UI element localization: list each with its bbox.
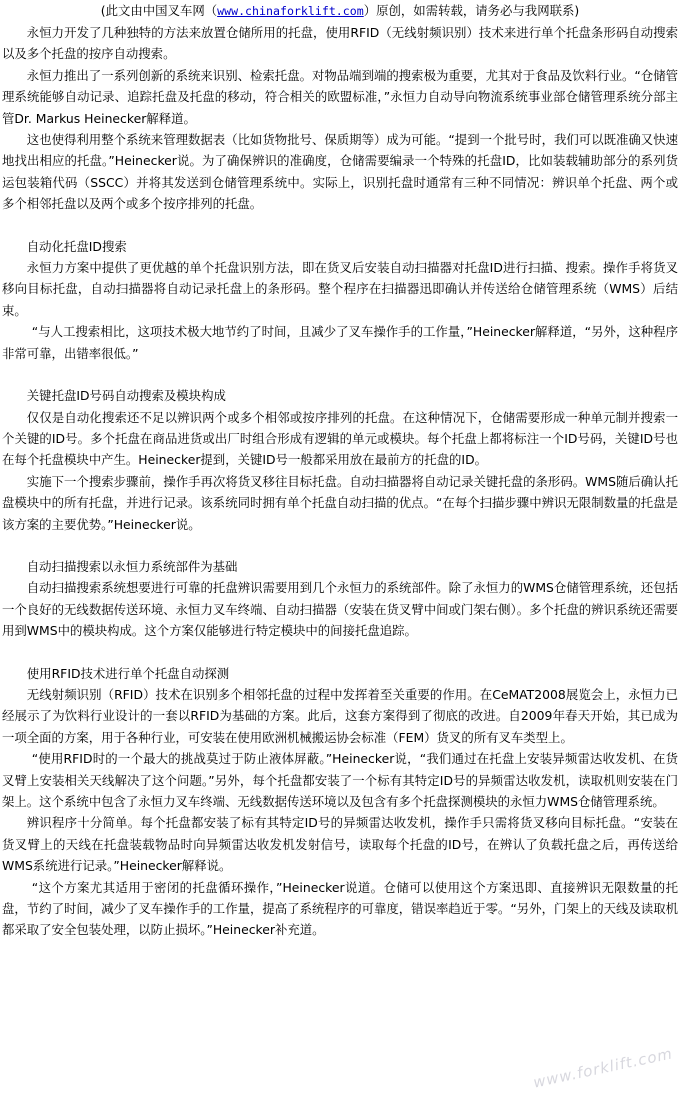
intro-paragraph-3: 这也使得利用整个系统来管理数据表（比如货物批号、保质期等）成为可能。“提到一个批号时，我们可以既准确又快速地找出相应的托盘。”Heinecker说。为了确保辨识的准确度，仓储需要编录一个特殊的托盘ID，比如装载辅助部分的系列货运包装箱代码（SSCC）并将其发送到仓储管理系统中。实际上，识别托盘时通常有三种不同情况：辨识单个托盘、两个或多个相邻托盘以及两个或多个按序排列的托盘。	[2, 132, 678, 212]
section-heading-auto-id-search: 自动化托盘ID搜索	[26, 238, 127, 254]
site-link[interactable]: www.chinaforklift.com	[217, 4, 364, 18]
section-heading-system-components: 自动扫描搜索以永恒力系统部件为基础	[26, 558, 238, 574]
section-4-paragraph-2: “使用RFID时的一个最大的挑战莫过于防止液体屏蔽。”Heinecker说，“我们通过在托盘上安装异频雷达收发机、在货叉臂上安装相关天线解决了这个问题。”另外，每个托盘都安装了一个标有其特定ID号的异频雷达收发机，读取机则安装在门架上。这个系统中包含了永恒力叉车终端、无线数据传送环境以及包含有多个托盘探测模块的永恒力WMS仓储管理系统。	[2, 751, 678, 809]
watermark: www.forklift.com	[531, 1044, 675, 1092]
section-4-paragraph-3: 辨识程序十分简单。每个托盘都安装了标有其特定ID号的异频雷达收发机，操作手只需将货叉移向目标托盘。“安装在货叉臂上的天线在托盘装载物品时向异频雷达收发机发射信号，读取每个托盘的ID号，在辨认了负载托盘之后，再传送给WMS系统进行记录。”Heinecker解释说。	[2, 815, 678, 874]
section-spacer	[2, 535, 678, 556]
section-spacer	[2, 215, 678, 236]
section-spacer	[2, 364, 678, 385]
intro-paragraph-1: 永恒力开发了几种独特的方法来放置仓储所用的托盘，使用RFID（无线射频识别）技术来进行单个托盘条形码自动搜索以及多个托盘的按序自动搜索。	[2, 25, 678, 62]
section-1-paragraph-1: 永恒力方案中提供了更优越的单个托盘识别方法，即在货叉后安装自动扫描器对托盘ID进行扫描、搜索。操作手将货叉移向目标托盘，自动扫描器将自动记录托盘上的条形码。整个程序在扫描器迅即确认并传送给仓储管理系统（WMS）后结束。	[2, 260, 678, 318]
section-heading-rfid-detection: 使用RFID技术进行单个托盘自动探测	[26, 665, 230, 681]
section-heading-key-id-search: 关键托盘ID号码自动搜索及模块构成	[26, 388, 226, 404]
intro-paragraph-2: 永恒力推出了一系列创新的系统来识别、检索托盘。对物品端到端的搜索极为重要，尤其对于食品及饮料行业。“仓储管理系统能够自动记录、追踪托盘及托盘的移动，符合相关的欧盟标准，”永恒力自动导向物流系统事业部仓储管理系统分部主管Dr. Markus Heinecker解释道。	[2, 67, 678, 126]
section-4-paragraph-1: 无线射频识别（RFID）技术在识别多个相邻托盘的过程中发挥着至关重要的作用。在CeMAT2008展览会上，永恒力已经展示了为饮料行业设计的一套以RFID为基础的方案。此后，这套方案得到了彻底的改进。自2009年春天开始，其已成为一项全面的方案，用于各种行业，可安装在使用欧洲机械搬运协会标准（FEM）货叉的所有叉车类型上。	[2, 686, 678, 745]
section-4-paragraph-4: “这个方案尤其适用于密闭的托盘循环操作，”Heinecker说道。仓储可以使用这个方案迅即、直接辨识无限数量的托盘，节约了时间，减少了叉车操作手的工作量，提高了系统程序的可靠度，错误率趋近于零。“另外，门架上的天线及读取机都采取了安全包装处理，以防止损坏。”Heinecker补充道。	[2, 879, 678, 938]
source-suffix: ）原创，如需转载，请务必与我网联系)	[363, 3, 580, 18]
section-2-paragraph-1: 仅仅是自动化搜索还不足以辨识两个或多个相邻或按序排列的托盘。在这种情况下，仓储需要形成一种单元制并搜索一个关键的ID号。多个托盘在商品进货或出厂时组合形成有逻辑的单元或模块。每个托盘上都将标注一个ID号码，关键ID号也在每个托盘模块中产生。Heinecker提到，关键ID号一般都采用放在最前方的托盘的ID。	[2, 409, 678, 468]
section-2-paragraph-2: 实施下一个搜索步骤前，操作手再次将货叉移往目标托盘。自动扫描器将自动记录关键托盘的条形码。WMS随后确认托盘模块中的所有托盘，并进行记录。该系统同时拥有单个托盘自动扫描的优点。“在每个扫描步骤中辨识无限制数量的托盘是该方案的主要优势。”Heinecker说。	[2, 473, 678, 532]
source-prefix: (此文由中国叉车网（	[100, 3, 218, 18]
section-1-paragraph-2: “与人工搜索相比，这项技术极大地节约了时间，且减少了叉车操作手的工作量，”Heinecker解释道，“另外，这种程序非常可靠，出错率很低。”	[2, 324, 678, 361]
section-3-paragraph-1: 自动扫描搜索系统想要进行可靠的托盘辨识需要用到几个永恒力的系统部件。除了永恒力的WMS仓储管理系统，还包括一个良好的无线数据传送环境、永恒力叉车终端、自动扫描器（安装在货叉臂中间或门架右侧）。多个托盘的辨识系统还需要用到WMS中的模块构成。这个方案仅能够进行特定模块中的间接托盘追踪。	[2, 580, 678, 639]
section-spacer	[2, 642, 678, 663]
source-notice	[2, 0, 678, 22]
